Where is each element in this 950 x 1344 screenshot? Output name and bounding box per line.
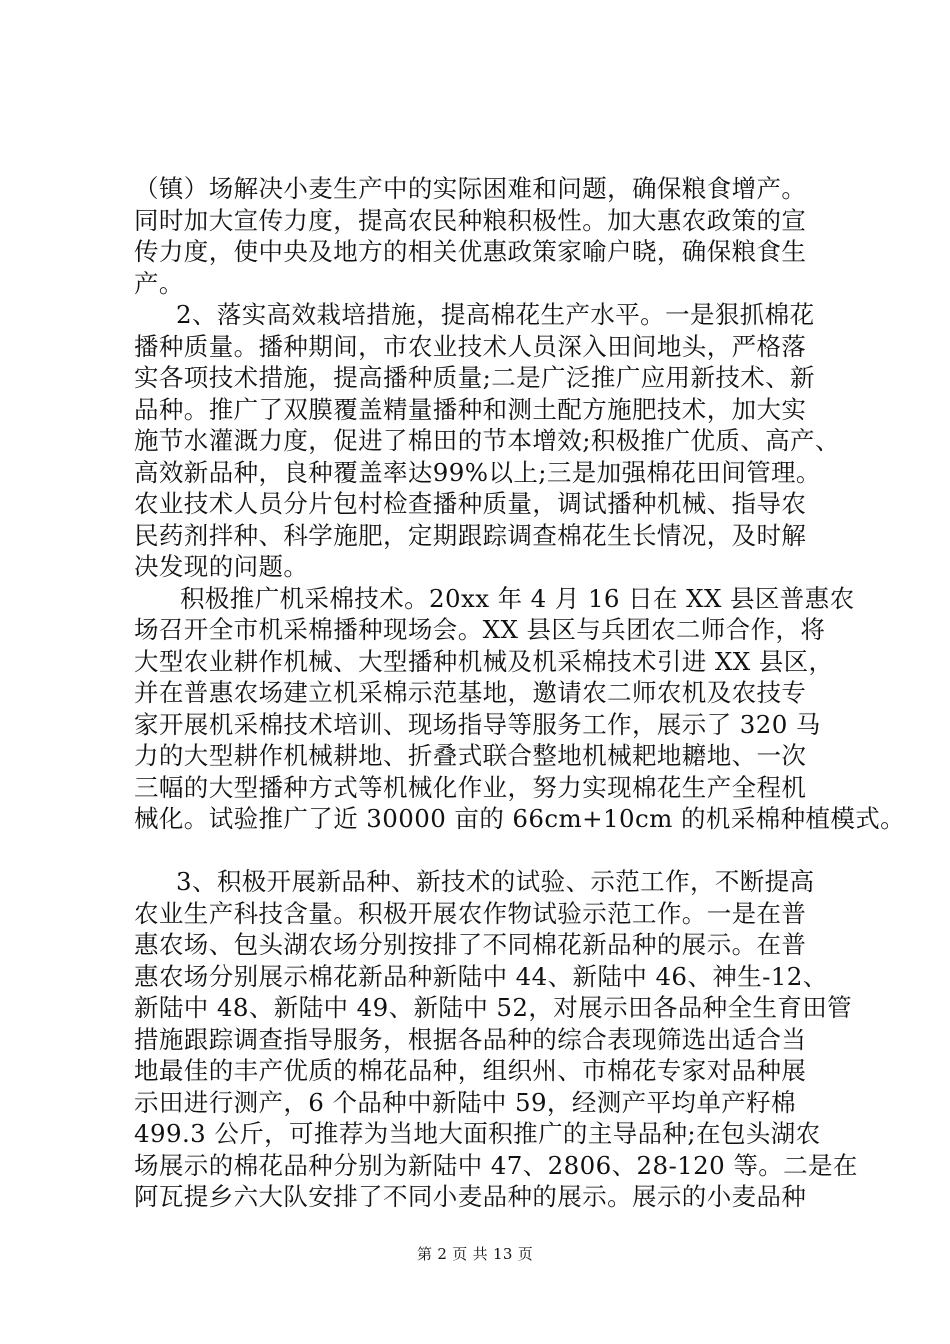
paragraph-start-line: 3、积极开展新品种、新技术的试验、示范工作，不断提高 xyxy=(176,867,815,896)
text-line: 传力度，使中央及地方的相关优惠政策家喻户晓，确保粮食生 xyxy=(134,237,807,266)
text-line: 同时加大宣传力度，提高农民种粮积极性。加大惠农政策的宣 xyxy=(134,205,807,235)
text-line: 农业生产科技含量。积极开展农作物试验示范工作。一是在普 xyxy=(134,898,807,928)
text-line: 民药剂拌种、科学施肥，定期跟踪调查棉花生长情况，及时解 xyxy=(134,520,807,550)
text-line: 措施跟踪调查指导服务，根据各品种的综合表现筛选出适合当 xyxy=(134,1024,807,1054)
text-line: 实各项技术措施，提高播种质量;二是广泛推广应用新技术、新 xyxy=(134,363,815,392)
text-line: 场召开全市机采棉播种现场会。XX 县区与兵团农二师合作，将 xyxy=(134,615,826,644)
text-line: 场展示的棉花品种分别为新陆中 47、2806、28-120 等。二是在 xyxy=(134,1150,858,1180)
text-line: 地最佳的丰产优质的棉花品种，组织州、市棉花专家对品种展 xyxy=(134,1056,807,1085)
blank-line xyxy=(134,835,834,867)
text-line: 阿瓦提乡六大队安排了不同小麦品种的展示。展示的小麦品种 xyxy=(134,1182,807,1211)
text-line: 示田进行测产，6 个品种中新陆中 59，经测产平均单产籽棉 xyxy=(134,1087,796,1117)
text-line: 三幅的大型播种方式等机械化作业，努力实现棉花生产全程机 xyxy=(134,772,807,802)
paragraph-start-line: 积极推广机采棉技术。20xx 年 4 月 16 日在 XX 县区普惠农 xyxy=(180,583,855,613)
paragraph-start-line: 2、落实高效栽培措施，提高棉花生产水平。一是狠抓棉花 xyxy=(176,300,815,329)
text-line: 力的大型耕作机械耕地、折叠式联合整地机械耙地耱地、一次 xyxy=(134,741,807,770)
text-line: 决发现的问题。 xyxy=(134,552,309,581)
document-body xyxy=(134,173,906,1213)
page-footer xyxy=(0,1243,950,1264)
page-number-label: 第 2 页 共 13 页 xyxy=(416,1245,534,1263)
text-line: 家开展机采棉技术培训、现场指导等服务工作，展示了 320 马 xyxy=(134,709,821,739)
text-line: （镇）场解决小麦生产中的实际困难和问题，确保粮食增产。 xyxy=(134,174,807,203)
text-line: 并在普惠农场建立机采棉示范基地，邀请农二师农机及农技专 xyxy=(134,678,807,707)
text-line: 农业技术人员分片包村检查播种质量，调试播种机械、指导农 xyxy=(134,489,807,518)
text-line: 高效新品种，良种覆盖率达99%以上;三是加强棉花田间管理。 xyxy=(134,457,821,487)
text-line: 施节水灌溉力度，促进了棉田的节本增效;积极推广优质、高产、 xyxy=(134,426,840,455)
text-line: 械化。试验推广了近 30000 亩的 66cm+10cm 的机采棉种植模式。 xyxy=(134,804,906,833)
text-line: 产。 xyxy=(134,268,184,298)
text-line: 大型农业耕作机械、大型播种机械及机采棉技术引进 XX 县区， xyxy=(134,646,834,676)
text-line: 499.3 公斤，可推荐为当地大面积推广的主导品种;在包头湖农 xyxy=(134,1119,821,1148)
text-line: 惠农场分别展示棉花新品种新陆中 44、新陆中 46、神生-12、 xyxy=(134,961,828,991)
text-line: 播种质量。播种期间，市农业技术人员深入田间地头，严格落 xyxy=(134,331,807,361)
text-line: 新陆中 48、新陆中 49、新陆中 52，对展示田各品种全生育田管 xyxy=(134,993,853,1022)
text-line: 品种。推广了双膜覆盖精量播种和测土配方施肥技术，加大实 xyxy=(134,394,807,424)
text-line: 惠农场、包头湖农场分别按排了不同棉花新品种的展示。在普 xyxy=(134,930,807,959)
